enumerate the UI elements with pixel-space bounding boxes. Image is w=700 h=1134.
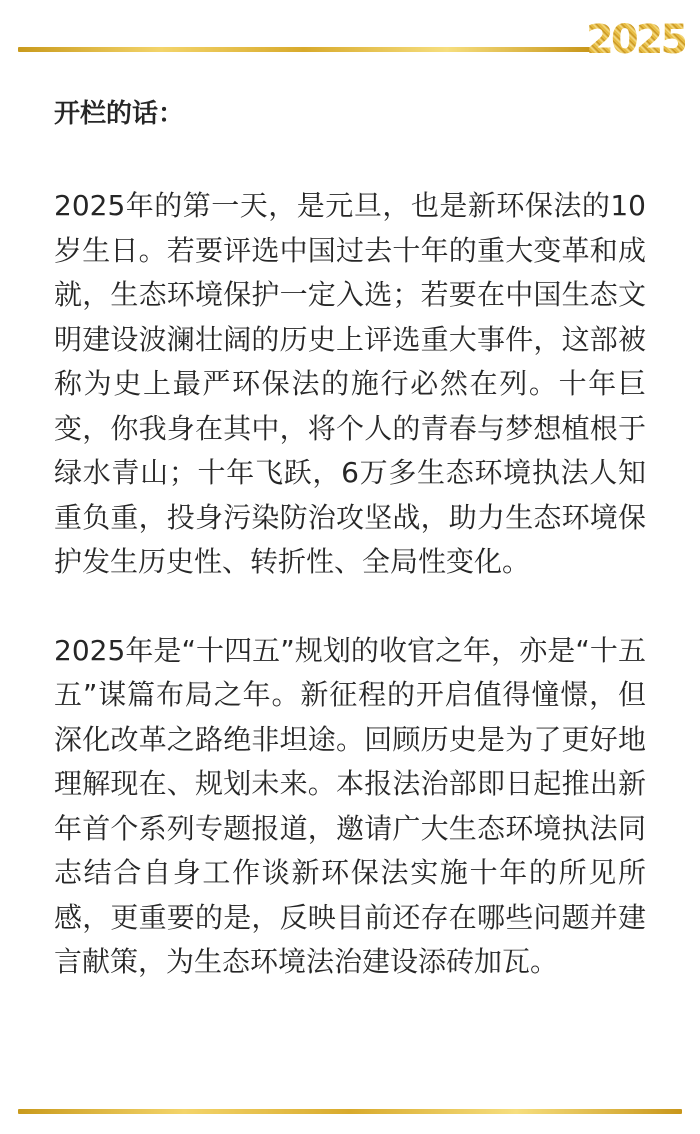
top-gold-divider xyxy=(18,47,590,52)
year-badge-logo: 2025 xyxy=(586,17,686,63)
article-body xyxy=(54,92,646,985)
article-paragraph-2: 2025年是“十四五”规划的收官之年，亦是“十五五”谋篇布局之年。新征程的开启值得憧憬，但深化改革之路绝非坦途。回顾历史是为了更好地理解现在、规划未来。本报法治部即日起推出新年首个系列专题报道，邀请广大生态环境执法同志结合自身工作谈新环保法实施十年的所见所感，更重要的是，反映目前还存在哪些问题并建言献策，为生态环境法治建设添砖加瓦。 xyxy=(54,633,646,978)
article-paragraph-1: 2025年的第一天，是元旦，也是新环保法的10岁生日。若要评选中国过去十年的重大变革和成就，生态环境保护一定入选；若要在中国生态文明建设波澜壮阔的历史上评选重大事件，这部被称为史上最严环保法的施行必然在列。十年巨变，你我身在其中，将个人的青春与梦想植根于绿水青山；十年飞跃，6万多生态环境执法人知重负重，投身污染防治攻坚战，助力生态环境保护发生历史性、转折性、全局性变化。 xyxy=(54,189,646,578)
column-intro-heading: 开栏的话： xyxy=(54,99,185,129)
bottom-gold-divider xyxy=(18,1109,682,1114)
